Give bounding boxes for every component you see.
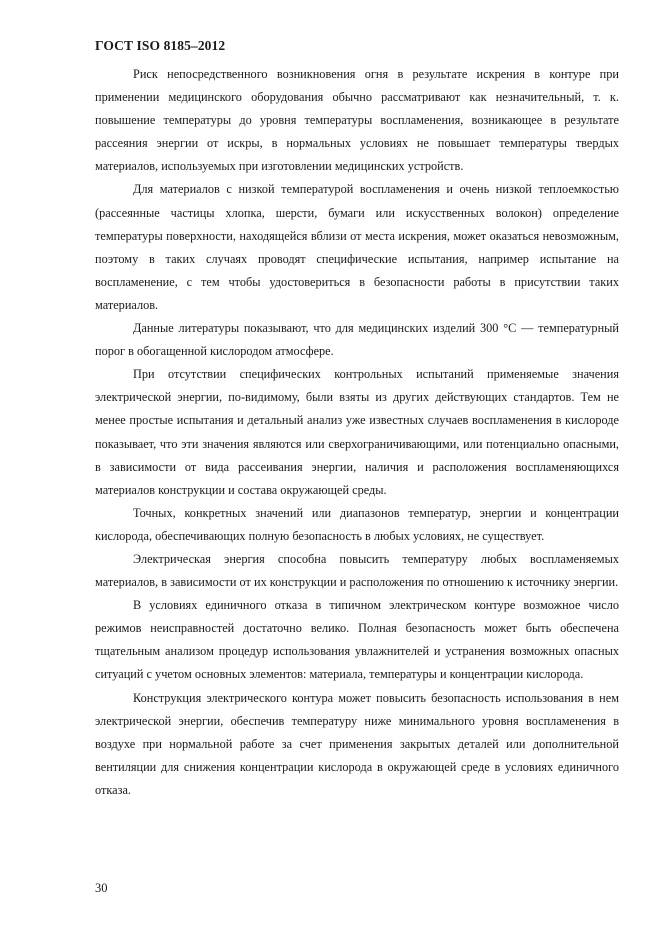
standard-header: ГОСТ ISO 8185–2012 xyxy=(95,38,226,53)
paragraph: Риск непосредственного возникновения огня в результате искрения в контуре при применении медицинского оборудования обычно рассматривают как незначительный, т. к. повышение температуры до уровня температуры воспламенения, возникающее в результате рассеяния энергии от искры, в нормальных условиях не повышает температуры твердых материалов, используемых при изготовлении медицинских устройств. xyxy=(95,67,619,174)
paragraph: Точных, конкретных значений или диапазонов температур, энергии и концентрации кислорода, обеспечивающих полную безопасность в любых условиях, не существует. xyxy=(95,505,619,543)
paragraph: При отсутствии специфических контрольных испытаний применяемые значения электрической энергии, по-видимому, были взяты из других действующих стандартов. Тем не менее простые испытания и детальный анализ уже известных случаев воспламенения в кислороде показывает, что эти значения являются или сверхограничивающими, или потенциально опасными, в зависимости от вида рассеивания энергии, наличия и расположения воспламеняющихся материалов конструкции и состава окружающей среды. xyxy=(95,367,619,497)
paragraph: Данные литературы показывают, что для медицинских изделий 300 °С — температурный порог в обогащенной кислородом атмосфере. xyxy=(95,321,619,359)
body-text xyxy=(95,63,619,802)
paragraph: Электрическая энергия способна повысить температуру любых воспламеняемых материалов, в зависимости от их конструкции и расположения по отношению к источнику энергии. xyxy=(95,551,619,590)
paragraph: Для материалов с низкой температурой воспламенения и очень низкой теплоемкостью (рассеянные частицы хлопка, шерсти, бумаги или искусственных волокон) определение температуры поверхности, находящейся вблизи от места искрения, может оказаться невозможным, поэтому в таких случаях проводят специфические испытания, например испытание на воспламенение, с тем чтобы удостовериться в безопасности работы в присутствии таких материалов. xyxy=(95,182,619,312)
paragraph: Конструкция электрического контура может повысить безопасность использования в нем электрической энергии, обеспечив температуру ниже минимального уровня воспламенения в воздухе при нормальной работе за счет применения закрытых деталей или дополнительной вентиляции для снижения концентрации кислорода в окружающей среде в условиях единичного отказа. xyxy=(95,690,619,797)
paragraph: В условиях единичного отказа в типичном электрическом контуре возможное число режимов неисправностей достаточно велико. Полная безопасность может быть обеспечена тщательным анализом процедур использования увлажнителей и устранения возможных опасных ситуаций с учетом основных элементов: материала, температуры и концентрации кислорода. xyxy=(95,598,619,682)
page-number: 30 xyxy=(95,881,108,895)
